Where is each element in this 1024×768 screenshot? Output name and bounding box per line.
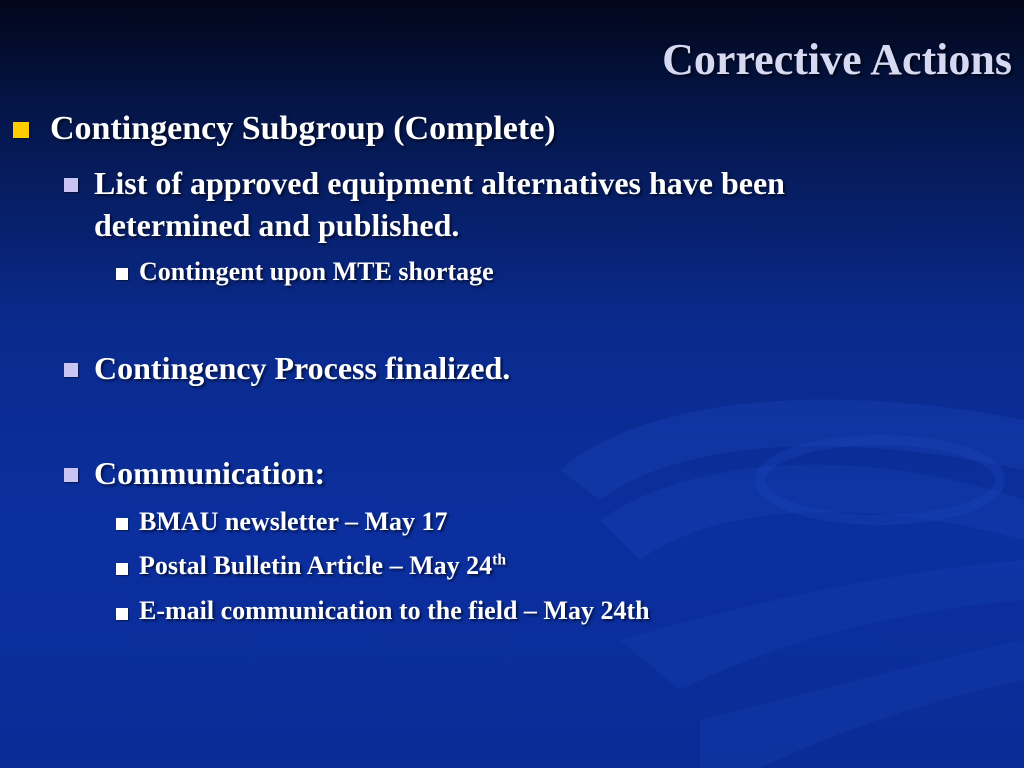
postal-bulletin-text: Postal Bulletin Article – May 24 [139, 551, 493, 580]
bullet-level1-icon [13, 122, 29, 138]
bullet-level2-icon [64, 178, 78, 192]
bullet-level3-icon [116, 268, 128, 280]
bullet-level3-icon [116, 518, 128, 530]
bullet-approved-equipment-line1: List of approved equipment alternatives have been [94, 165, 785, 201]
bullet-level3-icon [116, 608, 128, 620]
bullet-postal-bulletin [139, 551, 506, 581]
bullet-email-communication: E-mail communication to the field – May 24th [139, 596, 650, 625]
bullet-level2-icon [64, 363, 78, 377]
postal-bulletin-superscript: th [492, 551, 506, 569]
bullet-level3-icon [116, 563, 128, 575]
bullet-contingency-process: Contingency Process finalized. [94, 350, 511, 386]
slide-title: Corrective Actions [662, 35, 1012, 84]
bullet-contingency-subgroup: Contingency Subgroup (Complete) [50, 110, 556, 147]
bullet-level2-icon [64, 468, 78, 482]
bullet-contingent-mte: Contingent upon MTE shortage [139, 257, 494, 286]
bullet-communication: Communication: [94, 455, 326, 491]
bullet-bmau-newsletter: BMAU newsletter – May 17 [139, 507, 448, 536]
bullet-approved-equipment-line2: determined and published. [94, 207, 460, 243]
